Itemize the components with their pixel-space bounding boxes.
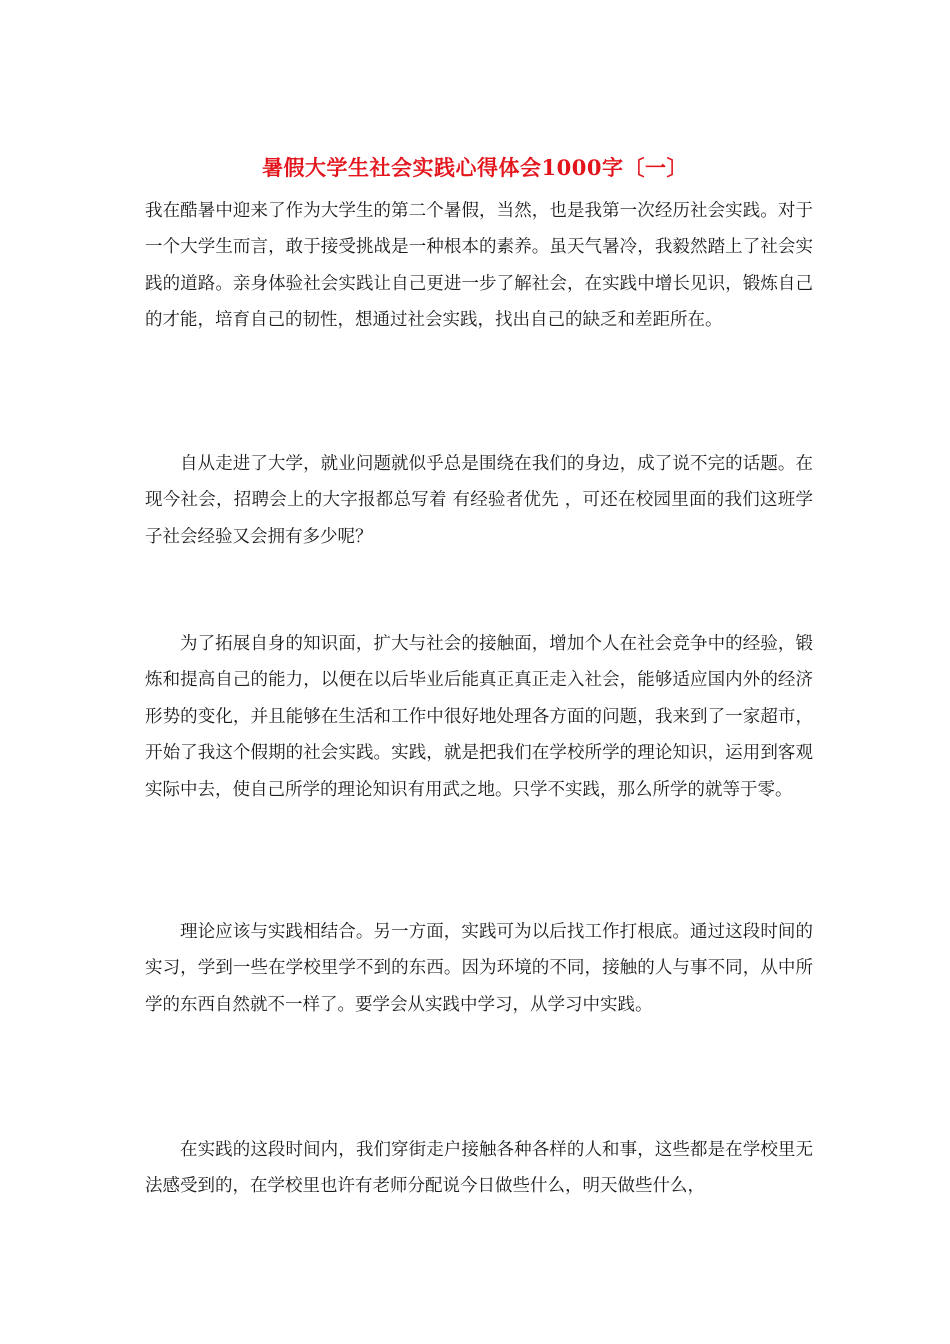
paragraph-4: 理论应该与实践相结合。另一方面，实践可为以后找工作打根底。通过这段时间的实习，学到一些在学校里学不到的东西。因为环境的不同，接触的人与事不同，从中所学的东西自然就不一样了。要学会从实践中学习，从学习中实践。 xyxy=(145,922,813,1015)
document-title: 暑假大学生社会实践心得体会1000字〔一〕 xyxy=(262,155,688,180)
paragraph-5: 在实践的这段时间内，我们穿街走户接触各种各样的人和事，这些都是在学校里无法感受到的，在学校里也许有老师分配说今日做些什么，明天做些什么， xyxy=(145,1140,813,1197)
paragraph-2: 自从走进了大学，就业问题就似乎总是围绕在我们的身边，成了说不完的话题。在现今社会，招聘会上的大字报都总写着 有经验者优先 ，可还在校园里面的我们这班学子社会经验又会拥有多少呢？ xyxy=(145,454,813,547)
paragraph-1: 我在酷暑中迎来了作为大学生的第二个暑假，当然，也是我第一次经历社会实践。对于一个大学生而言，敢于接受挑战是一种根本的素养。虽天气暑冷，我毅然踏上了社会实践的道路。亲身体验社会实践让自己更进一步了解社会，在实践中增长见识，锻炼自己的才能，培育自己的韧性，想通过社会实践，找出自己的缺乏和差距所在。 xyxy=(145,201,813,331)
paragraph-3: 为了拓展自身的知识面，扩大与社会的接触面，增加个人在社会竞争中的经验，锻炼和提高自己的能力，以便在以后毕业后能真正真正走入社会，能够适应国内外的经济形势的变化，并且能够在生活和工作中很好地处理各方面的问题，我来到了一家超市，开始了我这个假期的社会实践。实践，就是把我们在学校所学的理论知识，运用到客观实际中去，使自己所学的理论知识有用武之地。只学不实践，那么所学的就等于零。 xyxy=(145,634,813,800)
